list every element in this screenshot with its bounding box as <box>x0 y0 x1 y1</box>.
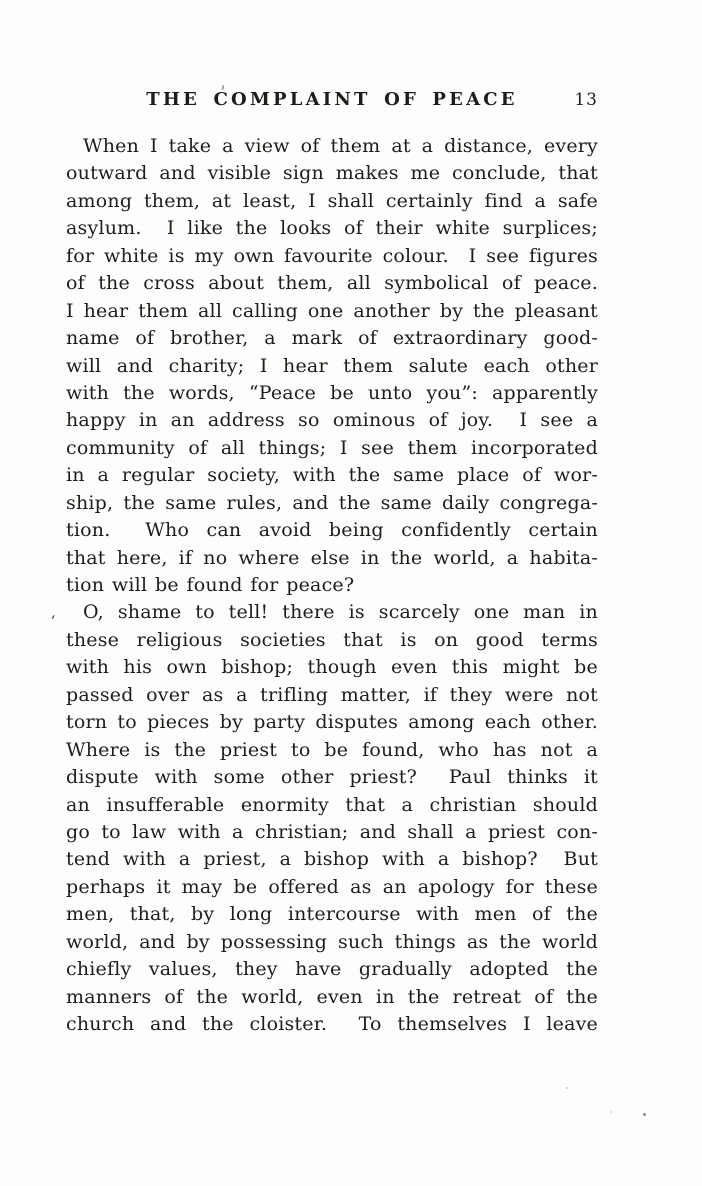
text-line: will and charity; I hear them salute each other <box>66 354 598 377</box>
text-line: community of all things; I see them incorporated <box>66 436 598 459</box>
page-number: 13 <box>574 90 598 110</box>
text-line: among them, at least, I shall certainly find a safe <box>66 189 598 212</box>
text-line: for white is my own favourite colour. I see figures <box>66 244 598 267</box>
text-line: world, and by possessing such things as the world <box>66 930 598 953</box>
text-line: go to law with a christian; and shall a priest con- <box>66 820 598 843</box>
text-line: with the words, “Peace be unto you”: apparently <box>66 381 598 404</box>
text-line: dispute with some other priest? Paul thinks it <box>66 766 598 789</box>
paragraph <box>66 133 598 599</box>
text-line: outward and visible sign makes me conclude, that <box>66 162 598 185</box>
text-line: O, shame to tell! there is scarcely one man in <box>83 601 598 624</box>
running-header <box>66 89 598 113</box>
paragraph <box>66 599 598 1038</box>
text-block <box>66 133 598 1038</box>
text-line: chiefly values, they have gradually adopted the <box>66 958 598 981</box>
text-line: name of brother, a mark of extraordinary good- <box>66 327 598 350</box>
margin-mark: ʻ <box>48 611 57 631</box>
text-line: men, that, by long intercourse with men of the <box>66 903 598 926</box>
text-line: perhaps it may be offered as an apology for these <box>66 875 598 898</box>
text-line: asylum. I like the looks of their white surplices; <box>66 217 598 240</box>
text-line: of the cross about them, all symbolical of peace. <box>66 272 598 295</box>
dust-speck <box>643 1113 646 1116</box>
text-line: happy in an address so ominous of joy. I see a <box>66 409 598 432</box>
text-line: tion will be found for peace? <box>66 574 355 596</box>
text-line: passed over as a trifling matter, if they were not <box>66 683 598 706</box>
dust-speck <box>566 1087 568 1089</box>
text-line: ship, the same rules, and the same daily congrega- <box>66 491 598 514</box>
text-line: these religious societies that is on good terms <box>66 628 598 651</box>
text-line: with his own bishop; though even this might be <box>66 656 598 679</box>
page-title: THE COMPLAINT OF PEACE <box>146 89 518 110</box>
text-line: tion. Who can avoid being confidently certain <box>66 519 598 542</box>
text-line: When I take a view of them at a distance, every <box>83 135 598 157</box>
dust-speck <box>610 1111 612 1113</box>
text-line: in a regular society, with the same place of wor- <box>66 464 598 487</box>
text-line: torn to pieces by party disputes among each other. <box>66 711 598 734</box>
text-line: Where is the priest to be found, who has not a <box>66 738 598 761</box>
text-line: church and the cloister. To themselves I leave <box>66 1013 598 1035</box>
text-line: tend with a priest, a bishop with a bishop? But <box>66 848 598 871</box>
text-line: that here, if no where else in the world, a habita- <box>66 546 598 569</box>
text-line: I hear them all calling one another by the pleasant <box>66 299 598 322</box>
text-line: manners of the world, even in the retreat of the <box>66 985 598 1008</box>
text-line: an insufferable enormity that a christian should <box>66 793 598 816</box>
